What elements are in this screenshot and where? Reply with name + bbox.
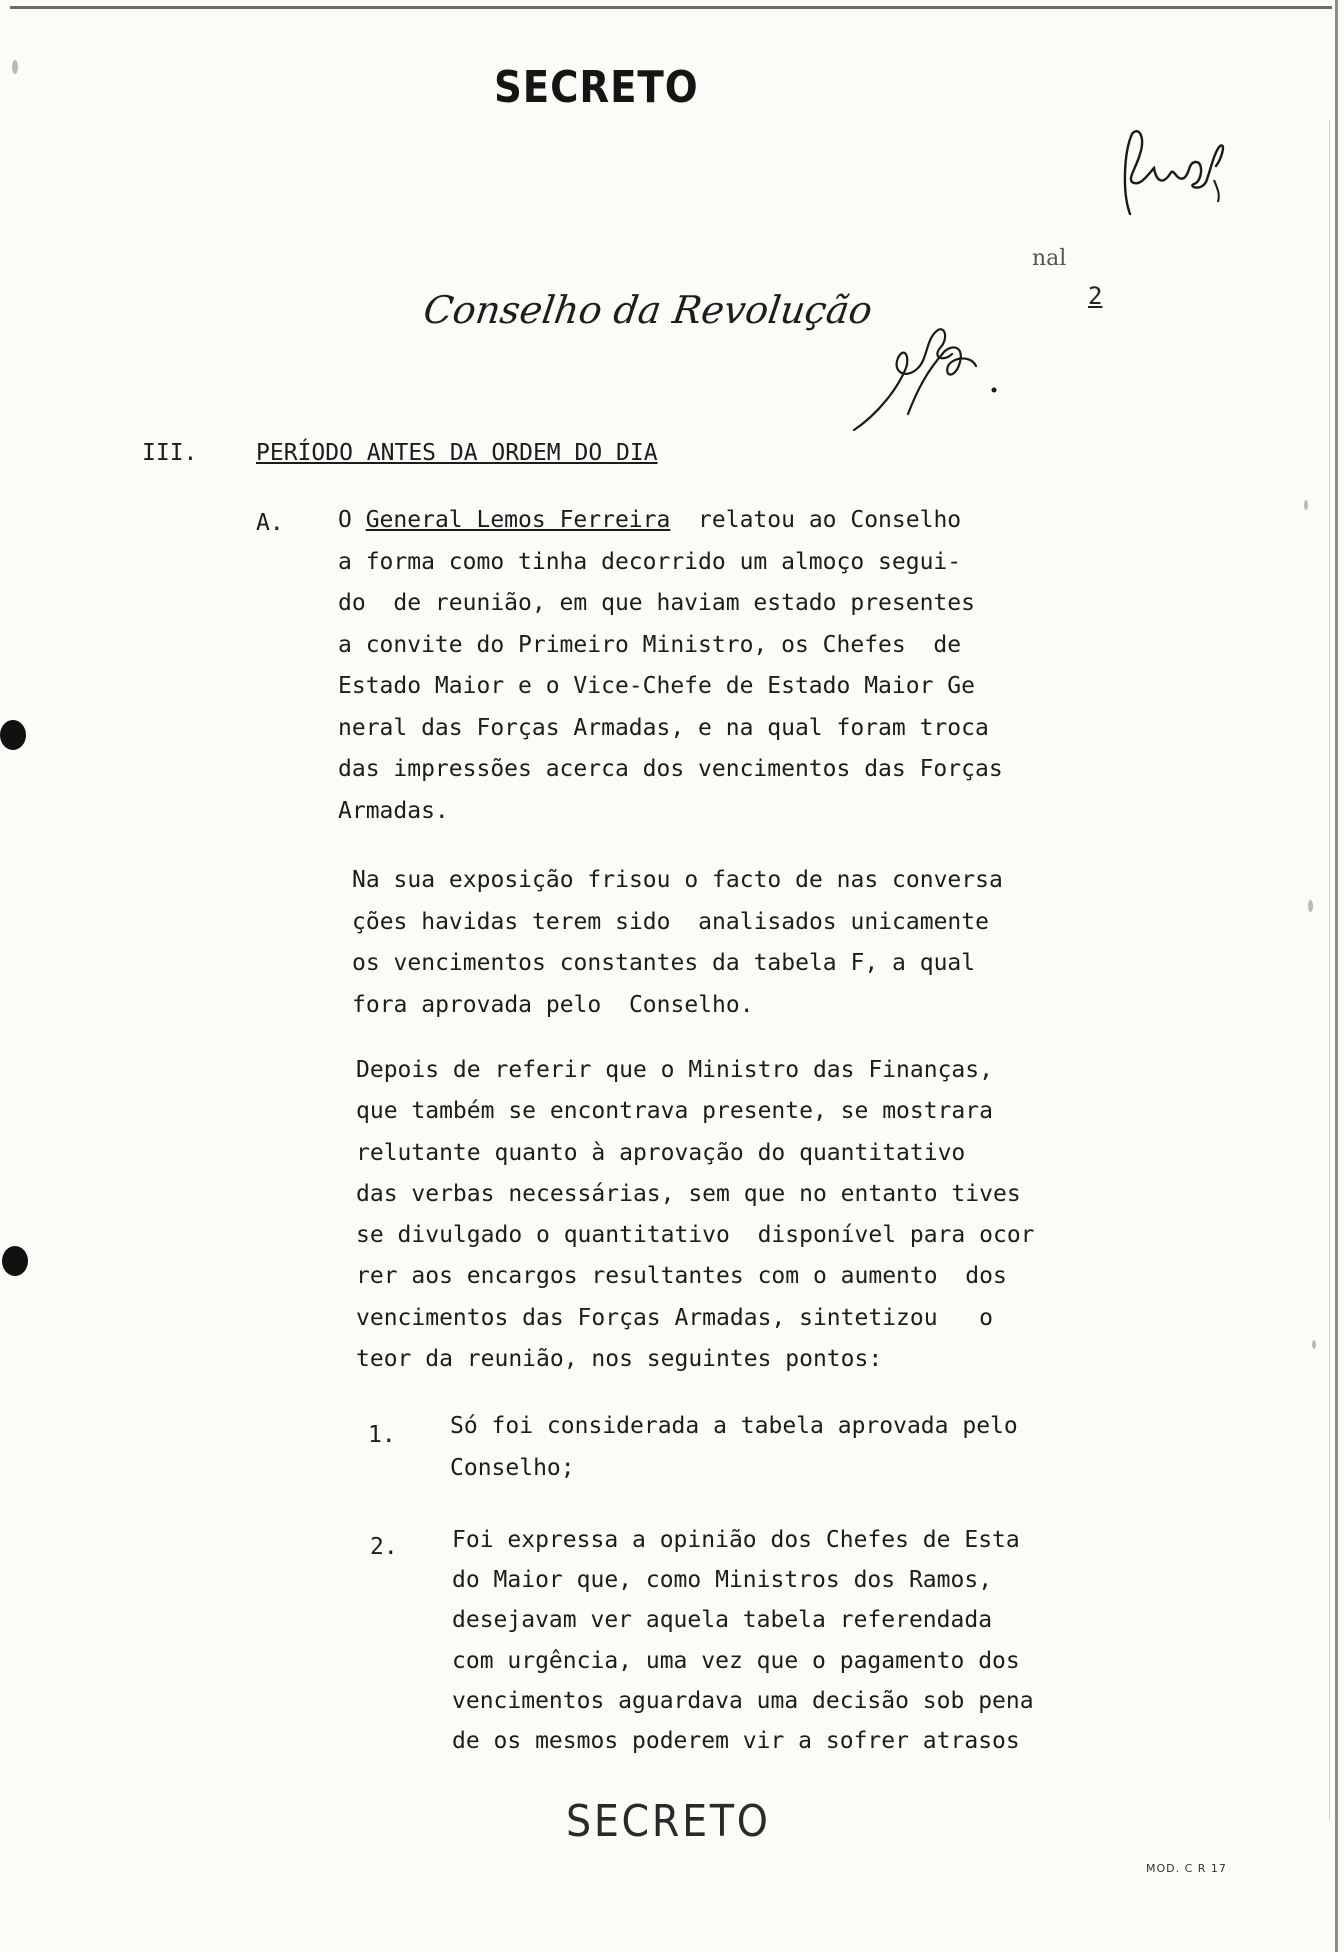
paragraph-line: com urgência, uma vez que o pagamento dos: [452, 1647, 1020, 1674]
paragraph-line: das impressões acerca dos vencimentos das Forças: [338, 756, 1003, 782]
paragraph-line: neral das Forças Armadas, e na qual foram troca: [338, 714, 989, 741]
paragraph-line: Conselho;: [450, 1454, 575, 1481]
paragraph-line: os vencimentos constantes da tabela F, a qual: [352, 950, 976, 976]
page-reference: nal: [1032, 246, 1067, 271]
punch-hole-upper: [0, 720, 26, 750]
paragraph-line: Só foi considerada a tabela aprovada pelo: [450, 1413, 1018, 1439]
scan-edge-right-inner: [1329, 120, 1330, 1820]
scan-speck: [1304, 500, 1308, 510]
scan-speck: [12, 60, 18, 74]
letterhead-title: Conselho da Revolução: [420, 288, 876, 332]
scan-speck: [1312, 1340, 1316, 1349]
paragraph-line: a convite do Primeiro Ministro, os Chefes de: [338, 631, 962, 658]
section-number: III.: [142, 440, 198, 466]
point-1-number: 1.: [368, 1422, 396, 1448]
paragraph-3: [356, 1050, 1035, 1380]
paragraph-line: rer aos encargos resultantes com o aumento dos: [356, 1263, 1007, 1290]
paragraph-line: se divulgado o quantitativo disponível para ocor: [356, 1222, 1035, 1249]
paragraph-line: vencimentos aguardava uma decisão sob pena: [452, 1687, 1034, 1714]
classification-stamp-top: SECRETO: [494, 62, 699, 113]
paragraph-line: Foi expressa a opinião dos Chefes de Esta: [452, 1527, 1020, 1553]
classification-stamp-bottom: SECRETO: [566, 1796, 771, 1847]
paragraph-line: Estado Maior e o Vice-Chefe de Estado Maior Ge: [338, 673, 975, 699]
general-name: General Lemos Ferreira: [365, 507, 671, 533]
paragraph-line: Na sua exposição frisou o facto de nas conversa: [352, 867, 1003, 893]
paragraph-line: vencimentos das Forças Armadas, sintetizou o: [356, 1304, 993, 1331]
paragraph-line: ções havidas terem sido analisados unicamente: [352, 908, 989, 935]
paragraph-line: fora aprovada pelo Conselho.: [352, 991, 754, 1018]
paragraph-1: [338, 500, 1003, 832]
handwritten-initials-top: [1110, 122, 1230, 232]
paragraph-line: relutante quanto à aprovação do quantitativo: [356, 1139, 966, 1166]
item-letter: A.: [256, 510, 284, 536]
handwritten-mark: [848, 318, 1018, 438]
paragraph-line: Depois de referir que o Ministro das Finanças,: [356, 1057, 993, 1083]
point-2-text: [452, 1520, 1034, 1761]
form-code: MOD. C R 17: [1146, 1862, 1227, 1875]
scan-speck: [1308, 900, 1313, 912]
paragraph-line: do de reunião, em que haviam estado presentes: [338, 590, 975, 616]
paragraph-1-line-1-pre: O: [338, 507, 366, 533]
point-2-number: 2.: [370, 1534, 398, 1560]
paragraph-line: teor da reunião, nos seguintes pontos:: [356, 1346, 883, 1373]
paragraph-line: do Maior que, como Ministros dos Ramos,: [452, 1567, 993, 1594]
paragraph-line: das verbas necessárias, sem que no entanto tives: [356, 1180, 1021, 1207]
page-number: 2: [1088, 282, 1103, 310]
paragraph-line: desejavam ver aquela tabela referendada: [452, 1607, 993, 1634]
scan-edge-top: [10, 6, 1332, 9]
paragraph-line: que também se encontrava presente, se mostrara: [356, 1098, 993, 1125]
paragraph-line: de os mesmos poderem vir a sofrer atrasos: [452, 1728, 1020, 1755]
paragraph-line: Armadas.: [338, 797, 449, 824]
point-1-text: [450, 1406, 1018, 1489]
punch-hole-lower: [2, 1246, 28, 1276]
section-title: PERÍODO ANTES DA ORDEM DO DIA: [256, 440, 658, 466]
paragraph-2: [352, 860, 1003, 1026]
paragraph-line: a forma como tinha decorrido um almoço segui-: [338, 548, 962, 575]
paragraph-1-line-1-post: relatou ao Conselho: [670, 507, 962, 533]
scan-edge-right: [1335, 0, 1338, 1952]
